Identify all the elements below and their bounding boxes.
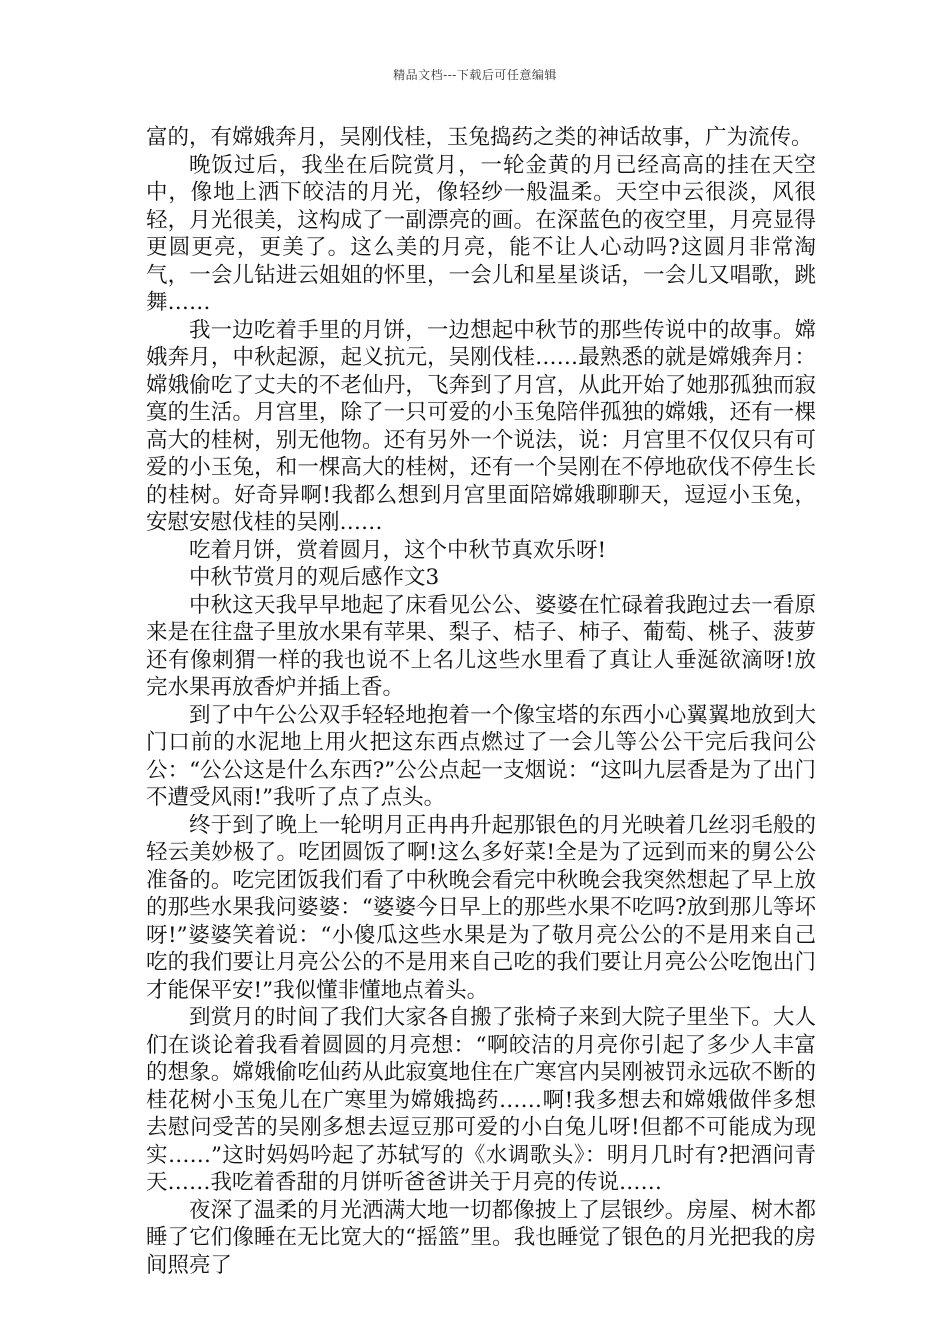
paragraph: 富的，有嫦娥奔月，吴刚伐桂，玉兔捣药之类的神话故事，广为流传。 — [146, 125, 813, 150]
page-header: 精品文档---下载后可任意编辑 — [393, 68, 557, 82]
paragraph: 晚饭过后，我坐在后院赏月，一轮金黄的月已经高高的挂在天空中，像地上洒下皎洁的月光，像轻纱一般温柔。天空中云很淡，风很轻，月光很美，这构成了一副漂亮的画。在深蓝色的夜空里，月亮显得更圆更亮，更美了。这么美的月亮，能不让人心动吗?这圆月非常淘气，一会儿钻进云姐姐的怀里，一会儿和星星谈话，一会儿又唱歌，跳舞…… — [146, 152, 816, 315]
paragraph: 到了中午公公双手轻轻地抱着一个像宝塔的东西小心翼翼地放到大门口前的水泥地上用火把这东西点燃过了一会儿等公公干完后我问公公：“公公这是什么东西?”公公点起一支烟说：“这叫九层香是为了出门不遭受风雨!”我听了点了点头。 — [146, 702, 816, 810]
document-body — [146, 124, 816, 1279]
paragraph: 终于到了晚上一轮明月正冉冉升起那银色的月光映着几丝羽毛般的轻云美妙极了。吃团圆饭了啊!这么多好菜!全是为了远到而来的舅公公准备的。吃完团饭我们看了中秋晚会看完中秋晚会我突然想起了早上放的那些水果我问婆婆：“婆婆今日早上的那些水果不吃吗?放到那儿等坏呀!”婆婆笑着说：“小傻瓜这些水果是为了敬月亮公公的不是用来自己吃的我们要让月亮公公的不是用来自己吃的我们要让月亮公公吃饱出门才能保平安!”我似懂非懂地点着头。 — [146, 812, 816, 1003]
paragraph: 我一边吃着手里的月饼，一边想起中秋节的那些传说中的故事。嫦娥奔月，中秋起源，起义抗元，吴刚伐桂……最熟悉的就是嫦娥奔月：嫦娥偷吃了丈夫的不老仙丹，飞奔到了月宫，从此开始了她那孤独而寂寞的生活。月宫里，除了一只可爱的小玉兔陪伴孤独的嫦娥，还有一棵高大的桂树，别无他物。还有另外一个说法，说：月宫里不仅仅只有可爱的小玉兔，和一棵高大的桂树，还有一个吴刚在不停地砍伐不停生长的桂树。好奇异啊!我都么想到月宫里面陪嫦娥聊聊天，逗逗小玉兔，安慰安慰伐桂的吴刚…… — [146, 317, 816, 535]
paragraph: 到赏月的时间了我们大家各自搬了张椅子来到大院子里坐下。大人们在谈论着我看着圆圆的月亮想：“啊皎洁的月亮你引起了多少人丰富的想象。嫦娥偷吃仙药从此寂寞地住在广寒宫内吴刚被罚永远砍不断的桂花树小玉兔儿在广寒里为嫦娥捣药……啊!我多想去和嫦娥做伴多想去慰问受苦的吴刚多想去逗豆那可爱的小白兔儿呀!但都不可能成为现实……”这时妈妈吟起了苏轼写的《水调歌头》：明月几时有?把酒问青天……我吃着香甜的月饼听爸爸讲关于月亮的传说…… — [146, 1005, 816, 1195]
paragraph: 夜深了温柔的月光洒满大地一切都像披上了层银纱。房屋、树木都睡了它们像睡在无比宽大的“摇篮”里。我也睡觉了银色的月光把我的房间照亮了 — [146, 1197, 816, 1278]
paragraph: 吃着月饼，赏着圆月，这个中秋节真欢乐呀! — [189, 537, 607, 563]
paragraph: 中秋这天我早早地起了床看见公公、婆婆在忙碌着我跑过去一看原来是在往盘子里放水果有苹果、梨子、桔子、柿子、葡萄、桃子、菠萝还有像刺猬一样的我也说不上名儿这些水里看了真让人垂涎欲滴呀!放完水果再放香炉并插上香。 — [146, 592, 816, 700]
section-heading: 中秋节赏月的观后感作文3 — [189, 565, 440, 590]
